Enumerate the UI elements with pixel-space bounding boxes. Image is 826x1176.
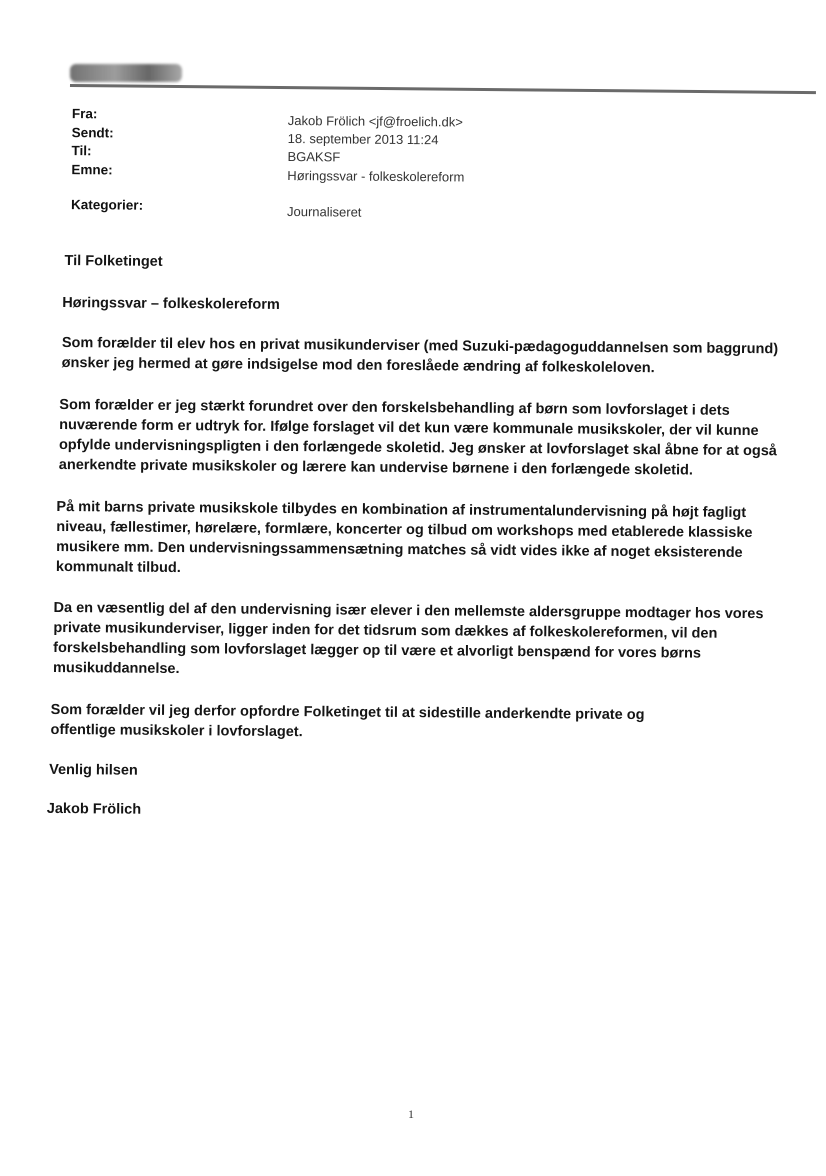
subject-value: Høringssvar - folkeskolereform [287,167,465,185]
letter-paragraph: Som forælder er jeg stærkt forundret over den forskelsbehandling af børn som lovforslaget i dets nuværende form er udtryk for. Ifølge forslaget vil det kun være kommunale musikskoler, der vil kunne opfylde undervisningspligten i den forlængede skoletid. Jeg ønsker at lovforslaget skal åbne for at også anerkendte private musikskoler og lærere kan undervise børnene i den forlængede skoletid. [58,397,777,479]
letter-title: Høringssvar – folkeskolereform [62,295,280,313]
to-label: Til: [71,143,92,159]
subject-label: Emne: [71,162,113,178]
categories-label: Kategorier: [71,197,144,213]
from-label: Fra: [71,106,98,122]
letter-salutation: Til Folketinget [64,253,163,270]
letter-closing: Venlig hilsen [49,761,138,779]
sent-value: 18. september 2013 11:24 [287,130,439,148]
letter-signature: Jakob Frölich [46,800,142,818]
from-value: Jakob Frölich <jf@froelich.dk> [287,112,463,130]
letter-paragraph: Da en væsentlig del af den undervisning især elever i den mellemste aldersgruppe modtager hos vores private musikunderviser, ligger inden for det tidsrum som dækkes af folkeskolereformen, vil den forskelsbehandling som lovforslaget lægger op til være et alvorligt benspænd for vores børns musikuddannelse. [52,599,764,678]
page-number: 1 [408,1107,414,1121]
letter-paragraph: Som forælder vil jeg derfor opfordre Folketinget til at sidestille anderkendte private og offentlige musikskoler i lovforslaget. [50,701,645,741]
sent-label: Sendt: [71,125,114,141]
letter-paragraph: Som forælder til elev hos en privat musikunderviser (med Suzuki-pædagoguddannelsen som baggrund) ønsker jeg hermed at gøre indsigelse mod den foreslåede ændring af folkeskoleloven. [61,335,779,377]
to-value: BGAKSF [287,148,341,165]
letter-paragraph: På mit barns private musikskole tilbydes en kombination af instrumentalundervisning på højt fagligt niveau, fællestimer, hørelære, formlære, koncerter og tilbud om workshops med etablerede klassiske musikere mm. Den undervisningssammensætning matches så vidt vides ikke af noget eksisterende kommunalt tilbud. [55,498,753,577]
categories-value: Journaliseret [286,203,362,220]
